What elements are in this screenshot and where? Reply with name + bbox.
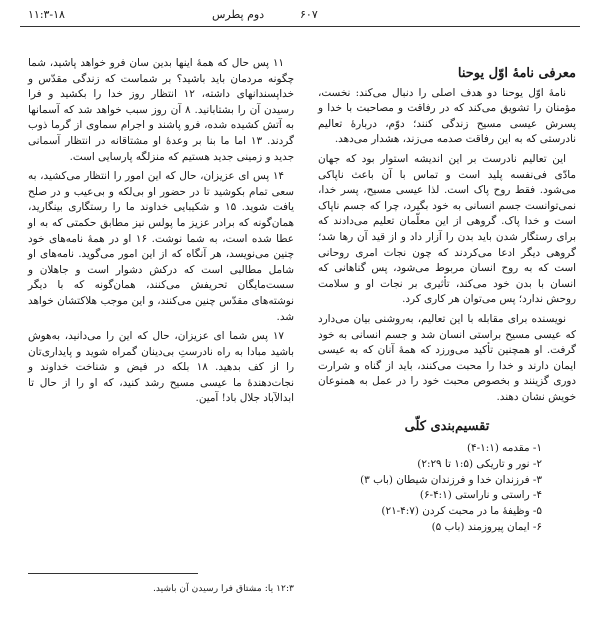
outline-item: ۴- راستی و ناراستی (۴:۱-۶)	[419, 489, 542, 502]
verse-paragraph: ۱۷ پس شما ای عزیزان، حال که این را می‌دانید، به‌هوش باشید مبادا به راه نادرستِ بی‌دینان گمراه شوید و پایداری‌تان را از کف بدهید. ۱۸ بلکه در فیض و شناخت خداوند و نجات‌دهندهٔ ما عیسی مسیح رشد کنید، که او را از حال تا ابدالآباد جلال باد! آمین.	[28, 330, 294, 405]
outline-item: ۳- فرزندان خدا و فرزندان شیطان (باب ۳)	[360, 473, 542, 486]
outline-item: ۲- نور و تاریکی (۱:۵ تا ۲:۲۹)	[417, 457, 542, 470]
outline-item: ۱- مقدمه (۱:۱-۴)	[466, 442, 542, 455]
footnote: ۱۲:۳ یا: مشتاق فرا رسیدن آن باشید.	[152, 583, 294, 594]
section-title: معرفی نامهٔ اوّل یوحنا	[457, 66, 576, 81]
intro-paragraph: این تعالیم نادرست بر این اندیشه استوار بود که جهان مادّی فی‌نفسه پلید است و تماس با آن باعث ناپاکی می‌شود. فقط روح پاک است. لذا عیسی مسیح، پسر خدا، نمی‌توانست جسم انسانی به خود بگیرد، چرا که جسم ناپاک است و خدا پاک. گروهی از این معلّمان تعلیم می‌دادند که برای رستگار شدن باید بدن را آزار داد و از قید آن رها شد؛ گروهی دیگر ادعا می‌کردند که چون نجات امری روحانی است که به روح انسان مربوط می‌شود، پس گناهانی که انسان با بدن خود می‌کند، تأثیری بر نجات او و سلامت روحش ندارد؛ پس می‌توان هر کاری کرد.	[318, 152, 576, 306]
page-number: ۶۰۷	[300, 8, 318, 21]
intro-paragraph: نامهٔ اوّل یوحنا دو هدف اصلی را دنبال می‌کند: نخست، مؤمنان را تشویق می‌کند که در رفاقت و مصاحبت با خدا و پسرش عیسی مسیح زندگی کنند؛ دوّم، دربارهٔ تعالیم نادرستی که به این رفاقت صدمه می‌زند، هشدار می‌دهد.	[318, 86, 576, 146]
outline-item: ۵- وظیفهٔ ما در محبت کردن (۴:۷-۲۱)	[381, 505, 542, 518]
running-header-book-title: دوم پطرس	[212, 8, 265, 21]
intro-paragraph: نویسنده برای مقابله با این تعالیم، به‌روشنی بیان می‌دارد که عیسی مسیح براستی انسان شد و جسم انسانی به خود گرفت. او همچنین تأکید می‌ورزد که همهٔ آنان که به عیسی ایمان دارند و خدا را محبت می‌کنند، باید از گناه و شرارت دوری گزینند و بخصوص محبت خود را در عمل به همنوعان خویش نشان دهند.	[318, 312, 576, 403]
running-header-reference: ۱۱:۳-۱۸	[28, 8, 65, 21]
outline-title: تقسیم‌بندی کلّی	[404, 419, 490, 435]
verse-paragraph: ۱۱ پس حال که همهٔ اینها بدین سان فرو خواهد پاشید، شما چگونه مردمان باید باشید؟ بر شماست که زندگی مقدّس و خداپسندانهای داشته، ۱۲ انتظار روز خدا را بکشید و فرا رسیدن آن را بشتابانید. ۸ آن روز سبب خواهد شد که آسمانها به آتش کشیده شده، فرو پاشند و اجرام سماوی از گرما ذوب گردند. ۱۳ اما ما بنا بر وعدهٔ او مشتاقانه در انتظار آسمانی جدید و زمینی جدید هستیم که منزلگه پارسایی است.	[28, 57, 294, 163]
header-divider	[20, 26, 580, 27]
footnote-divider	[28, 573, 198, 574]
right-text-column	[318, 66, 576, 536]
outline-list	[318, 441, 542, 536]
outline-item: ۶- ایمان پیروزمند (باب ۵)	[431, 521, 542, 534]
verse-paragraph: ۱۴ پس ای عزیزان، حال که این امور را انتظار می‌کشید، به سعی تمام بکوشید تا در حضور او بی‌لکه و بی‌عیب و در صلح یافت شوید. ۱۵ و شکیبایی خداوند ما را رستگاری بینگارید، همان‌گونه که برادر عزیز ما پولس نیز مطابق حکمتی که به او عطا شده است، به شما نوشت. ۱۶ او در همهٔ نامه‌های خود چنین می‌نویسد، هر آنگاه که از این امور می‌گوید. نامه‌های او شامل مطالبی است که درکش دشوار است و جاهلان و سست‌مایگان تحریفش می‌کنند، همان‌گونه که با دیگر نوشته‌های مقدّس چنین می‌کنند، و این موجب هلاکتشان خواهد شد.	[28, 170, 294, 323]
left-text-column	[28, 56, 294, 411]
